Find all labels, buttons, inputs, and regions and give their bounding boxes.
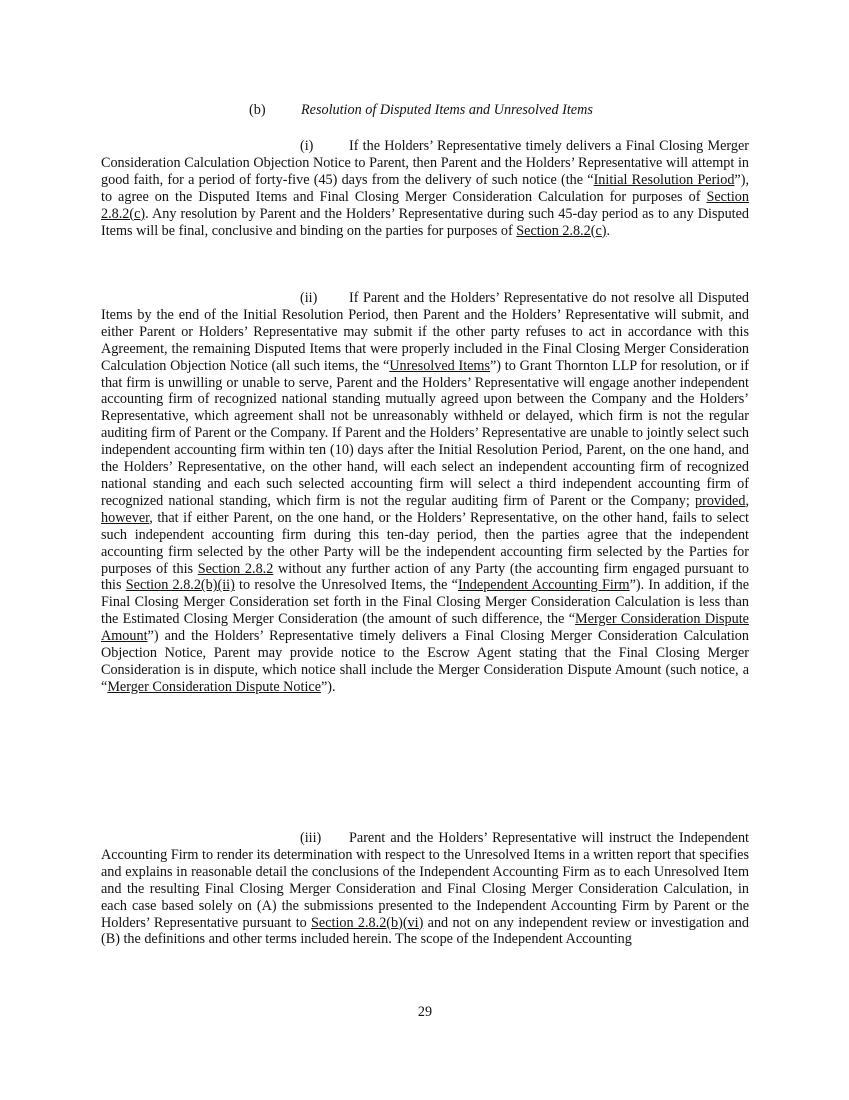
defined-term: Unresolved Items (389, 357, 490, 374)
defined-term: Section 2.8.2(c) (516, 222, 607, 239)
defined-term: Section 2.8.2(c) (101, 188, 749, 222)
paragraph-text: Parent and the Holders’ Representative will instruct the Independent Accounting Firm to render its determination with respect to the Unresolved Items in a written report that specifies and explains in reasonable detail the conclusions of the Independent Accounting Firm as to each Unresolved Item and the resulting Final Closing Merger Consideration and Final Closing Merger Consideration Calculation, in each case based solely on (A) the submissions presented to the Independent Accounting Firm by Parent or the Holders’ Representative pursuant to (101, 830, 749, 931)
paragraph-number: (i) (300, 138, 314, 154)
paragraph-text: . (606, 222, 611, 239)
paragraph-ii (101, 290, 749, 696)
paragraph-number: (ii) (300, 290, 318, 306)
paragraph-text: . Any resolution by Parent and the Holders’ Representative during such 45-day period as to any Disputed Items will be final, conclusive and binding on the parties for purposes of (101, 205, 749, 239)
defined-term: Section 2.8.2(b)(ii) (125, 577, 235, 594)
page-number: 29 (417, 1004, 433, 1020)
section-number: (b) (249, 102, 266, 118)
defined-term: Merger Consideration Dispute Amount (101, 611, 749, 645)
paragraph-number: (iii) (300, 830, 322, 846)
paragraph-text: , that if either Parent, on the one hand, or the Holders’ Representative, on the other hand, fails to select such independent accounting firm during this ten-day period, then the parties agree that the independent accounting firm selected by the other Party will be the independent accounting firm selected by the Parties for purposes of this (101, 509, 749, 577)
paragraph-text: If the Holders’ Representative timely delivers a Final Closing Merger Consideration Calculation Objection Notice to Parent, then Parent and the Holders’ Representative will attempt in good faith, for a period of forty-five (45) days from the delivery of such notice (the “ (101, 138, 749, 188)
paragraph-text: If Parent and the Holders’ Representative do not resolve all Disputed Items by the end of the Initial Resolution Period, then Parent and the Holders’ Representative will submit, and either Parent or Holders’ Representative may submit if the other party refuses to act in accordance with this Agreement, the remaining Disputed Items that were properly included in the Final Closing Merger Consideration Calculation Objection Notice (all such items, the “ (101, 290, 749, 374)
defined-term: Merger Consideration Dispute Notice (107, 678, 321, 695)
defined-term: Section 2.8.2(b)(vi) (311, 914, 424, 931)
defined-term: Initial Resolution Period (593, 171, 735, 188)
defined-term: however (101, 509, 150, 526)
defined-term: Independent Accounting Firm (457, 577, 630, 594)
paragraph-i (101, 138, 749, 239)
document-page (101, 0, 749, 1100)
paragraph-text: ”). (321, 678, 336, 695)
paragraph-text: ”), to agree on the Disputed Items and Final Closing Merger Consideration Calculation for purposes of (101, 171, 749, 205)
defined-term: Section 2.8.2 (197, 560, 274, 577)
paragraph-text: and not on any independent review or investigation and (B) the definitions and other terms included herein. The scope of the Independent Accounting (101, 914, 749, 948)
paragraph-text: ”). In addition, if the Final Closing Merger Consideration set forth in the Final Closing Merger Consideration Calculation is less than the Estimated Closing Merger Consideration (the amount of such difference, the “ (101, 577, 750, 628)
paragraph-text: without any further action of any Party (the accounting firm engaged pursuant to this (101, 560, 750, 594)
paragraph-text: ”) to Grant Thornton LLP for resolution, or if that firm is unwilling or unable to serve, Parent and the Holders’ Representative will engage another independent accounting firm of recognized national standing mutually agreed upon between the Company and the Holders’ Representative, which agreement shall not be unreasonably withheld or delayed, which firm is not the regular auditing firm of Parent or the Company. If Parent and the Holders’ Representative are unable to jointly select such independent accounting firm within ten (10) days after the Initial Resolution Period, Parent, on the one hand, and the Holders’ Representative, on the other hand, will each select an independent accounting firm of recognized national standing and each such selected accounting firm will select a third independent accounting firm of recognized national standing, which firm is not the regular auditing firm of Parent or the Company; (101, 357, 749, 509)
section-title: Resolution of Disputed Items and Unresolved Items (301, 102, 593, 118)
paragraph-text: , (745, 492, 749, 509)
paragraph-iii (101, 830, 749, 948)
defined-term: provided (695, 492, 746, 509)
paragraph-text: to resolve the Unresolved Items, the “ (234, 577, 458, 594)
paragraph-text: ”) and the Holders’ Representative timely delivers a Final Closing Merger Consideration Calculation Objection Notice, Parent may provide notice to the Escrow Agent stating that the Final Closing Merger Consideration is in dispute, which notice shall include the Merger Consideration Dispute Amount (such notice, a “ (101, 628, 749, 695)
